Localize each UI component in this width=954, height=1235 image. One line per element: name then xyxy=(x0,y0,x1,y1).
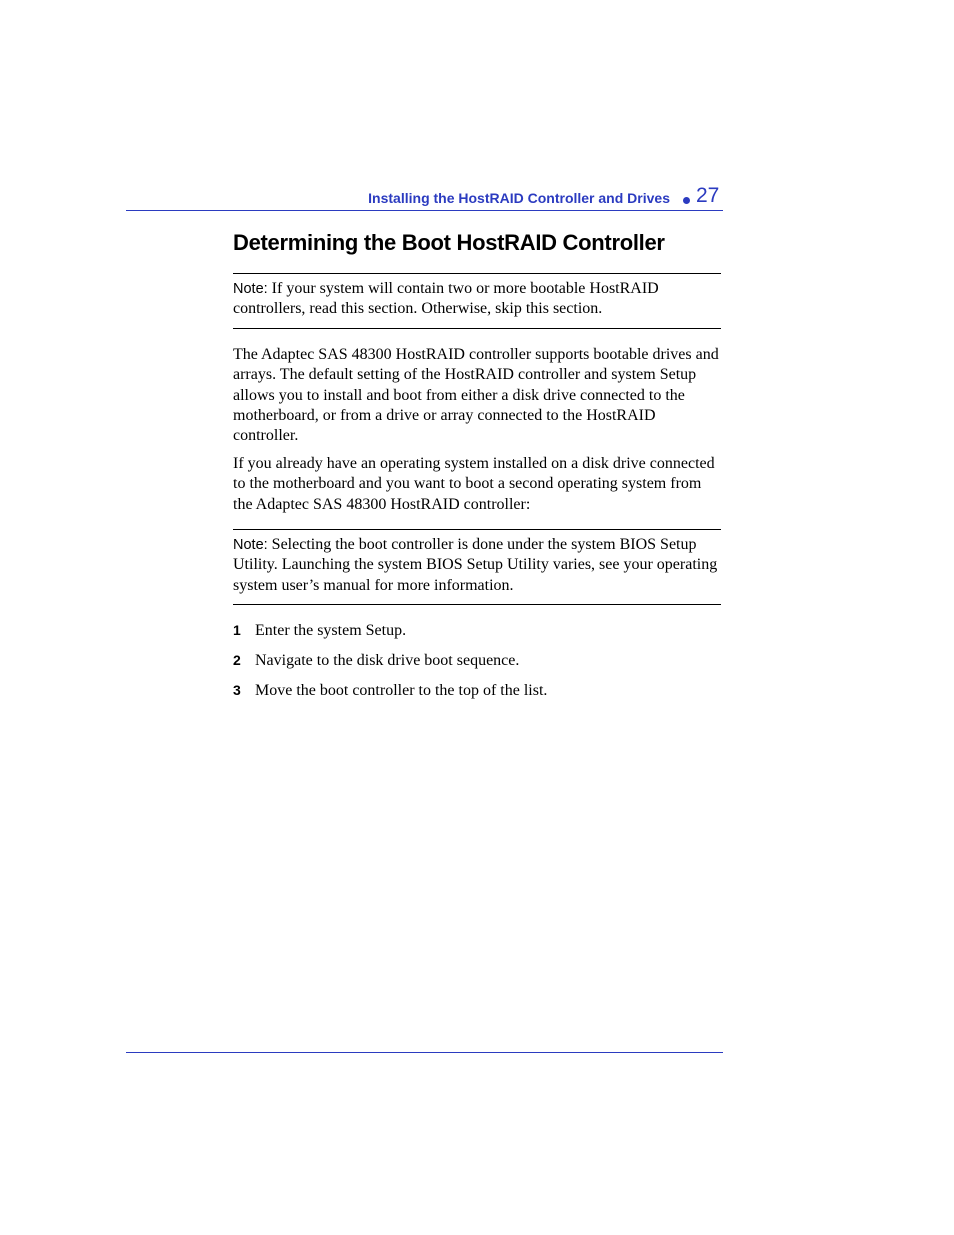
footer-rule xyxy=(126,1052,723,1053)
note-top-rule xyxy=(233,273,721,274)
list-item xyxy=(233,682,547,700)
note-top-rule xyxy=(233,529,721,530)
list-item xyxy=(233,622,406,640)
list-item xyxy=(233,652,519,670)
note-text: If your system will contain two or more bootable HostRAID controllers, read this section. Otherwise, skip this section. xyxy=(233,280,659,318)
note-text: Selecting the boot controller is done under the system BIOS Setup Utility. Launching the system BIOS Setup Utility varies, see your operating system user’s manual for more information. xyxy=(233,536,718,594)
section-title: Determining the Boot HostRAID Controller xyxy=(233,230,665,255)
step-number: 1 xyxy=(233,622,241,638)
note-label: Note: xyxy=(233,537,268,553)
note-box xyxy=(233,535,723,596)
note-label: Note: xyxy=(233,281,268,297)
note-box xyxy=(233,279,723,320)
header-rule xyxy=(126,210,723,211)
step-number: 2 xyxy=(233,652,241,668)
page-number: 27 xyxy=(696,184,720,207)
step-number: 3 xyxy=(233,682,241,698)
body-paragraph: The Adaptec SAS 48300 HostRAID controller supports bootable drives and arrays. The default setting of the HostRAID controller and system Setup allows you to install and boot from either a disk drive connected to the motherboard, or from a drive or array connected to the HostRAID controller. xyxy=(233,346,719,445)
note-bottom-rule xyxy=(233,328,721,329)
step-text: Enter the system Setup. xyxy=(255,622,407,639)
step-text: Navigate to the disk drive boot sequence. xyxy=(255,652,520,669)
note-bottom-rule xyxy=(233,604,721,605)
step-text: Move the boot controller to the top of the list. xyxy=(255,682,548,699)
running-title: Installing the HostRAID Controller and Drives xyxy=(368,190,670,206)
bullet-icon xyxy=(683,197,690,204)
body-paragraph: If you already have an operating system installed on a disk drive connected to the motherboard and you want to boot a second operating system from the Adaptec SAS 48300 HostRAID controller: xyxy=(233,455,715,513)
